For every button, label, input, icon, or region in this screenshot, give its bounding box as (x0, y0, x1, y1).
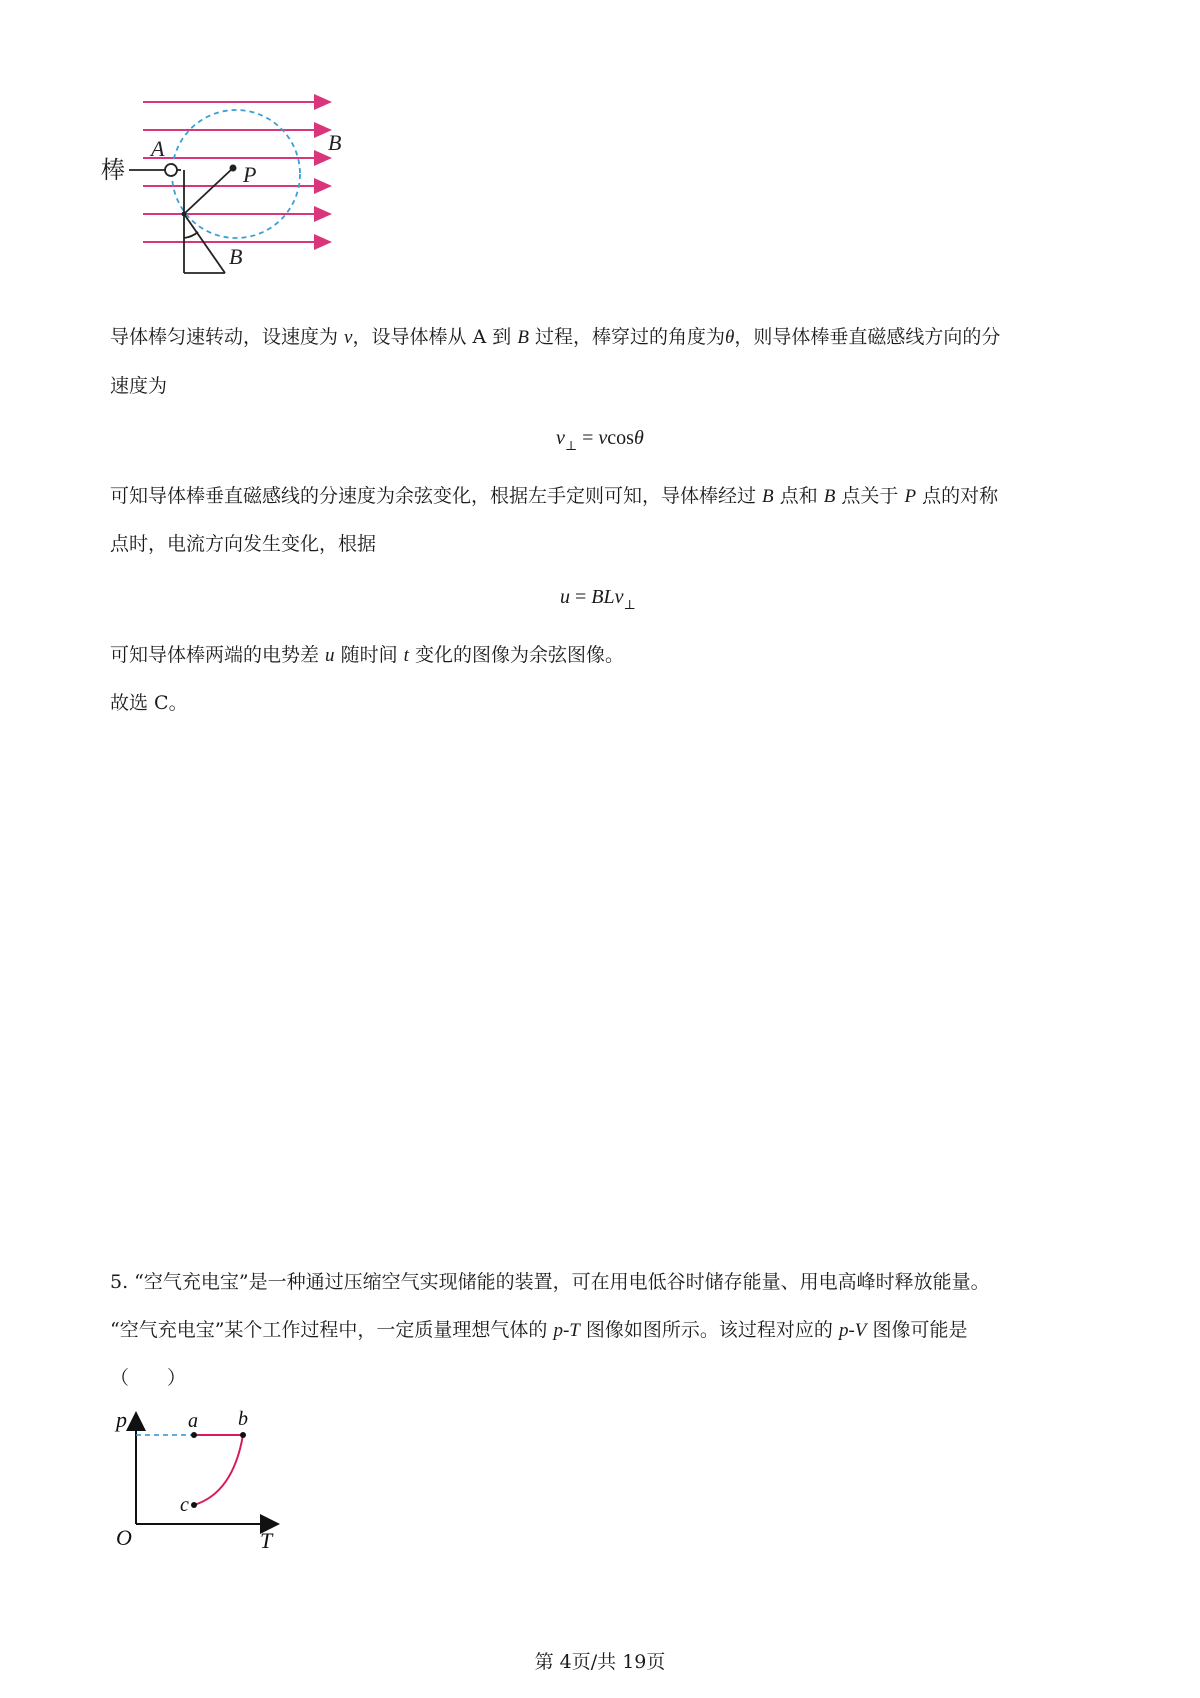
label-O: O (116, 1525, 132, 1550)
label-P: P (243, 162, 257, 187)
label-stick: 棒 (101, 158, 125, 184)
solution-line-6: 故选 C。 (110, 692, 188, 714)
point-P (230, 165, 237, 172)
solution-line-3: 可知导体棒垂直磁感线的分速度为余弦变化，根据左手定则可知，导体棒经过 B 点和 B 点关于 P 点的对称 (110, 485, 999, 507)
question5-line-1: 5. “空气充电宝”是一种通过压缩空气实现储能的装置，可在用电低谷时储存能量、用电高峰时释放能量。 (110, 1271, 990, 1293)
question5-answer-blank: （ ） (110, 1367, 187, 1389)
formula-v-perp: $v_\perp = vcos\theta$ (556, 427, 644, 453)
solution-line-5: 可知导体棒两端的电势差 u 随时间 t 变化的图像为余弦图像。 (110, 644, 624, 666)
label-b: b (238, 1408, 248, 1430)
curve-bc (194, 1435, 243, 1505)
label-B-point: B (229, 244, 243, 269)
label-c: c (180, 1494, 189, 1516)
solution-line-1: 导体棒匀速转动，设速度为 v，设导体棒从 A 到 B 过程，棒穿过的角度为θ，则导体棒垂直磁感线方向的分 (110, 326, 1001, 348)
solution-line-2: 速度为 (110, 375, 168, 397)
pivot-A (165, 164, 177, 176)
label-p: p (116, 1407, 127, 1432)
rod-field-diagram (95, 90, 365, 290)
solution-line-4: 点时，电流方向发生变化，根据 (110, 533, 377, 555)
label-A: A (151, 136, 165, 161)
label-B-field: B (328, 130, 342, 155)
formula-u: u = BLv$_\perp$ (560, 586, 636, 612)
question5-line-2: “空气充电宝”某个工作过程中，一定质量理想气体的 p-T 图像如图所示。该过程对应的 p-V 图像可能是 (110, 1319, 968, 1341)
label-T: T (260, 1528, 273, 1553)
pT-graph (108, 1405, 288, 1555)
page-footer: 第 4页/共 19页 (534, 1651, 666, 1673)
label-a: a (188, 1410, 198, 1432)
